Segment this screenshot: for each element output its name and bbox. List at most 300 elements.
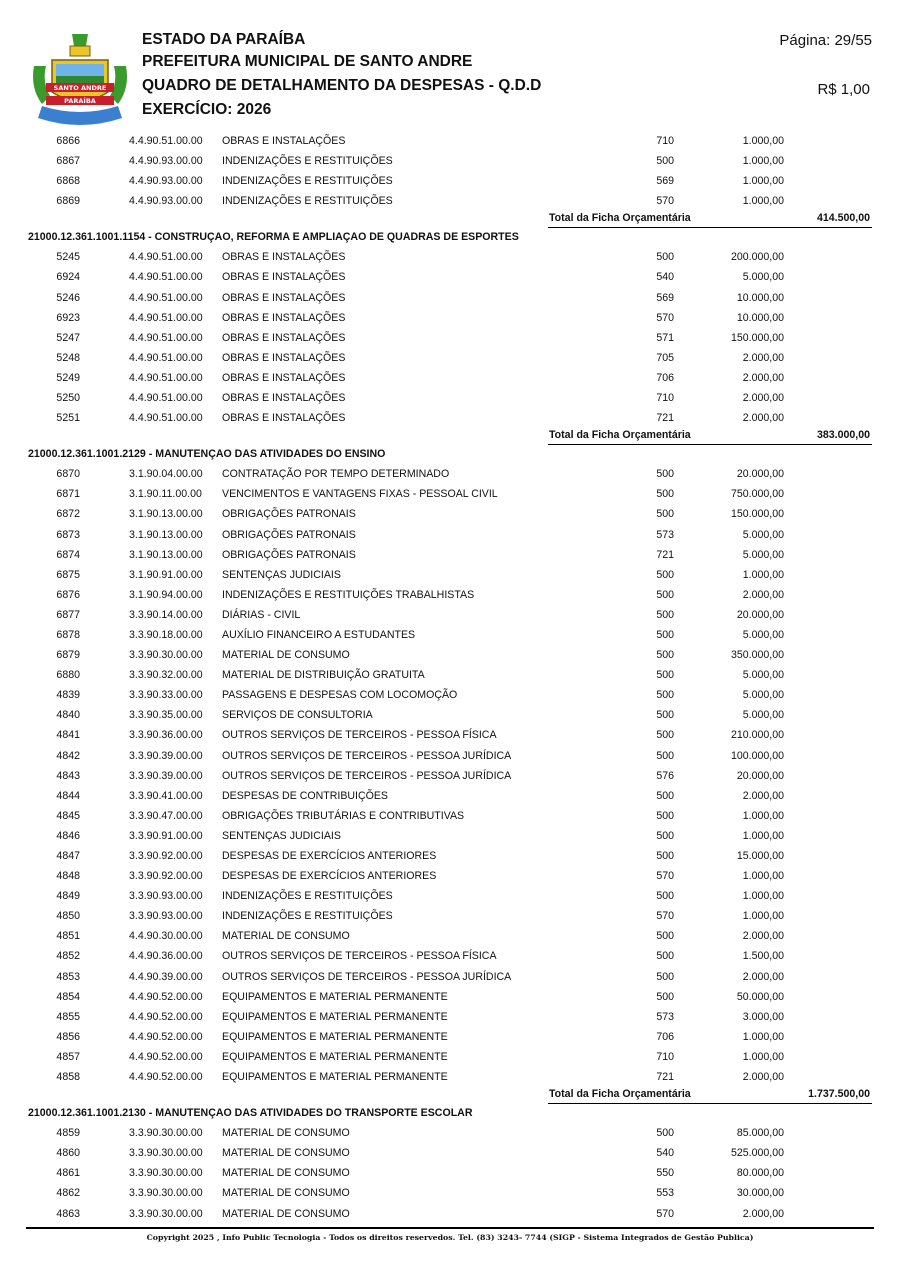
table-row: [0, 565, 900, 585]
expense-value: 5.000,00: [742, 628, 784, 641]
expense-value: 1.000,00: [742, 890, 784, 903]
expense-value: 10.000,00: [736, 311, 784, 324]
table-row: [0, 131, 900, 151]
expense-description: OBRAS E INSTALAÇÕES: [222, 135, 346, 147]
state-name: ESTADO DA PARAÍBA: [142, 31, 306, 48]
expense-code: 4.4.90.52.00.00: [129, 1030, 203, 1043]
expense-value: 80.000,00: [736, 1167, 784, 1180]
ficha-number: 4862: [56, 1187, 80, 1200]
resource-source: 500: [656, 508, 674, 521]
expense-description: MATERIAL DE CONSUMO: [222, 1147, 350, 1160]
expense-code: 4.4.90.39.00.00: [129, 970, 203, 983]
resource-source: 500: [656, 709, 674, 722]
expense-value: 50.000,00: [736, 990, 784, 1003]
resource-source: 573: [656, 528, 674, 541]
expense-value: 1.000,00: [742, 809, 784, 822]
resource-source: 500: [656, 251, 674, 264]
expense-description: MATERIAL DE DISTRIBUIÇÃO GRATUITA: [222, 669, 425, 682]
resource-source: 500: [656, 809, 674, 822]
ficha-total-value: 414.500,00: [816, 212, 870, 225]
expense-description: INDENIZAÇÕES E RESTITUIÇÕES: [222, 890, 393, 903]
expense-value: 15.000,00: [736, 850, 784, 862]
expense-description: EQUIPAMENTOS E MATERIAL PERMANENTE: [222, 1010, 448, 1023]
expense-description: OBRAS E INSTALAÇÕES: [222, 271, 346, 284]
table-row: [0, 645, 900, 665]
resource-source: 570: [656, 910, 674, 923]
ficha-number: 6879: [56, 649, 80, 662]
ficha-number: 4854: [56, 990, 80, 1003]
ficha-number: 4858: [56, 1071, 80, 1084]
expense-value: 10.000,00: [736, 291, 784, 304]
resource-source: 721: [656, 548, 674, 561]
table-row: [0, 685, 900, 705]
expense-code: 4.4.90.52.00.00: [129, 990, 203, 1003]
expense-code: 3.3.90.32.00.00: [129, 669, 203, 682]
expense-description: OBRAS E INSTALAÇÕES: [222, 351, 346, 364]
table-row: [0, 545, 900, 565]
expense-value: 1.000,00: [742, 568, 784, 581]
ficha-number: 4855: [56, 1010, 80, 1023]
expense-description: MATERIAL DE CONSUMO: [222, 1207, 350, 1220]
table-row: [0, 484, 900, 504]
expense-value: 2.000,00: [742, 412, 784, 425]
table-row: [0, 625, 900, 645]
ficha-number: 5249: [56, 371, 80, 384]
expense-value: 20.000,00: [736, 769, 784, 782]
ficha-total-row: [0, 428, 900, 445]
resource-source: 500: [656, 829, 674, 842]
expense-code: 3.3.90.30.00.00: [129, 1147, 203, 1160]
expense-description: MATERIAL DE CONSUMO: [222, 1167, 350, 1180]
expense-code: 3.3.90.93.00.00: [129, 910, 203, 923]
table-row: [0, 348, 900, 368]
expense-code: 4.4.90.52.00.00: [129, 1071, 203, 1084]
expense-description: OBRAS E INSTALAÇÕES: [222, 412, 346, 425]
resource-source: 500: [656, 155, 674, 168]
expense-code: 3.1.90.11.00.00: [129, 488, 202, 501]
table-row: [0, 328, 900, 348]
expense-code: 3.3.90.92.00.00: [129, 870, 203, 883]
expense-code: 4.4.90.51.00.00: [129, 291, 203, 304]
ficha-number: 4848: [56, 870, 80, 883]
resource-source: 570: [656, 870, 674, 883]
resource-source: 500: [656, 749, 674, 762]
expense-code: 3.3.90.36.00.00: [129, 729, 203, 742]
expense-description: OUTROS SERVIÇOS DE TERCEIROS - PESSOA FÍSICA: [222, 729, 497, 742]
table-row: [0, 906, 900, 926]
expense-code: 3.3.90.92.00.00: [129, 850, 203, 862]
expense-description: OBRAS E INSTALAÇÕES: [222, 291, 346, 304]
resource-source: 500: [656, 1127, 674, 1140]
expense-description: CONTRATAÇÃO POR TEMPO DETERMINADO: [222, 468, 450, 481]
expense-description: EQUIPAMENTOS E MATERIAL PERMANENTE: [222, 1071, 448, 1084]
expense-value: 200.000,00: [730, 251, 784, 264]
expense-description: OUTROS SERVIÇOS DE TERCEIROS - PESSOA JURÍDICA: [222, 970, 512, 983]
ficha-number: 6876: [56, 588, 80, 601]
resource-source: 500: [656, 689, 674, 702]
table-row: [0, 705, 900, 725]
table-row: [0, 806, 900, 826]
table-row: [0, 1067, 900, 1087]
table-row: [0, 987, 900, 1007]
resource-source: 500: [656, 890, 674, 903]
expense-description: OBRAS E INSTALAÇÕES: [222, 311, 346, 324]
ficha-number: 4844: [56, 789, 80, 802]
expense-code: 4.4.90.51.00.00: [129, 392, 203, 405]
ficha-number: 4860: [56, 1147, 80, 1160]
logo-text-top: SANTO ANDRE: [53, 84, 107, 92]
table-row: [0, 191, 900, 211]
expense-code: 4.4.90.93.00.00: [129, 175, 203, 188]
expense-description: MATERIAL DE CONSUMO: [222, 1187, 350, 1200]
expense-description: SENTENÇAS JUDICIAIS: [222, 568, 341, 581]
ficha-number: 6877: [56, 608, 80, 621]
resource-source: 540: [656, 271, 674, 284]
table-row: [0, 408, 900, 428]
ficha-number: 4839: [56, 689, 80, 702]
ficha-number: 4857: [56, 1050, 80, 1063]
table-row: [0, 1047, 900, 1067]
resource-source: 569: [656, 291, 674, 304]
expense-code: 3.1.90.13.00.00: [129, 508, 203, 521]
ficha-number: 5245: [56, 251, 80, 264]
expense-value: 1.000,00: [742, 870, 784, 883]
expense-code: 4.4.90.51.00.00: [129, 331, 203, 344]
expense-description: MATERIAL DE CONSUMO: [222, 930, 350, 943]
resource-source: 500: [656, 588, 674, 601]
expense-description: EQUIPAMENTOS E MATERIAL PERMANENTE: [222, 990, 448, 1003]
currency-unit: R$ 1,00: [817, 81, 870, 98]
expense-value: 150.000,00: [730, 508, 784, 521]
expense-value: 85.000,00: [736, 1127, 784, 1140]
ficha-number: 6880: [56, 669, 80, 682]
expense-code: 3.3.90.18.00.00: [129, 628, 203, 641]
ficha-number: 4863: [56, 1207, 80, 1220]
expense-description: OBRAS E INSTALAÇÕES: [222, 331, 346, 344]
resource-source: 500: [656, 789, 674, 802]
table-row: [0, 1143, 900, 1163]
expense-value: 1.000,00: [742, 135, 784, 147]
expense-description: AUXÍLIO FINANCEIRO A ESTUDANTES: [222, 628, 416, 641]
ficha-number: 4852: [56, 950, 80, 963]
ficha-number: 4856: [56, 1030, 80, 1043]
expense-value: 30.000,00: [736, 1187, 784, 1200]
expense-code: 3.3.90.91.00.00: [129, 829, 203, 842]
expense-value: 750.000,00: [730, 488, 784, 501]
table-row: [0, 288, 900, 308]
ficha-number: 6866: [56, 135, 80, 147]
ficha-number: 6874: [56, 548, 80, 561]
ficha-number: 5250: [56, 392, 80, 405]
expense-code: 3.3.90.39.00.00: [129, 769, 203, 782]
ficha-number: 6873: [56, 528, 80, 541]
expense-code: 4.4.90.51.00.00: [129, 351, 203, 364]
expense-code: 4.4.90.36.00.00: [129, 950, 203, 963]
resource-source: 500: [656, 568, 674, 581]
table-row: [0, 1123, 900, 1143]
table-row: [0, 766, 900, 786]
expense-code: 3.3.90.30.00.00: [129, 1187, 203, 1200]
ficha-number: 6870: [56, 468, 80, 481]
expense-value: 5.000,00: [742, 271, 784, 284]
expense-value: 2.000,00: [742, 392, 784, 405]
section-heading: [0, 1104, 900, 1123]
table-row: [0, 308, 900, 328]
exercicio-label: EXERCÍCIO: 2026: [142, 101, 272, 118]
resource-source: 706: [656, 371, 674, 384]
expense-description: OBRIGAÇÕES PATRONAIS: [222, 548, 356, 561]
expense-description: INDENIZAÇÕES E RESTITUIÇÕES: [222, 910, 393, 923]
expense-value: 525.000,00: [730, 1147, 784, 1160]
report-title: QUADRO DE DETALHAMENTO DA DESPESAS - Q.D.D: [142, 77, 542, 94]
table-row: [0, 525, 900, 545]
expense-description: MATERIAL DE CONSUMO: [222, 1127, 350, 1140]
resource-source: 500: [656, 468, 674, 481]
table-row: [0, 1007, 900, 1027]
resource-source: 576: [656, 769, 674, 782]
table-row: [0, 1204, 900, 1224]
expense-value: 20.000,00: [736, 608, 784, 621]
budget-table: [0, 131, 900, 1224]
ficha-number: 4842: [56, 749, 80, 762]
resource-source: 573: [656, 1010, 674, 1023]
expense-description: INDENIZAÇÕES E RESTITUIÇÕES: [222, 175, 393, 188]
municipal-coat-of-arms-logo: [28, 26, 132, 128]
expense-value: 2.000,00: [742, 1071, 784, 1084]
expense-description: DESPESAS DE CONTRIBUIÇÕES: [222, 789, 389, 802]
expense-code: 4.4.90.51.00.00: [129, 412, 203, 425]
table-row: [0, 368, 900, 388]
ficha-number: 4851: [56, 930, 80, 943]
expense-value: 20.000,00: [736, 468, 784, 481]
resource-source: 710: [656, 135, 674, 147]
expense-value: 5.000,00: [742, 709, 784, 722]
expense-description: DIÁRIAS - CIVIL: [222, 608, 301, 621]
ficha-number: 6872: [56, 508, 80, 521]
expense-code: 3.3.90.41.00.00: [129, 789, 203, 802]
resource-source: 710: [656, 392, 674, 405]
ficha-number: 6869: [56, 195, 80, 208]
ficha-number: 4840: [56, 709, 80, 722]
expense-description: OBRAS E INSTALAÇÕES: [222, 251, 346, 264]
resource-source: 500: [656, 950, 674, 963]
expense-value: 3.000,00: [742, 1010, 784, 1023]
expense-description: VENCIMENTOS E VANTAGENS FIXAS - PESSOAL CIVIL: [222, 488, 498, 501]
table-row: [0, 605, 900, 625]
expense-code: 4.4.90.52.00.00: [129, 1050, 203, 1063]
ficha-number: 6878: [56, 628, 80, 641]
section-title: 21000.12.361.1001.2129 - MANUTENÇAO DAS ATIVIDADES DO ENSINO: [28, 448, 386, 461]
table-row: [0, 388, 900, 408]
expense-code: 4.4.90.51.00.00: [129, 135, 203, 147]
ficha-number: 6923: [56, 311, 80, 324]
section-heading: [0, 445, 900, 464]
resource-source: 500: [656, 628, 674, 641]
ficha-total-label: Total da Ficha Orçamentária: [549, 1088, 691, 1101]
expense-value: 5.000,00: [742, 548, 784, 561]
table-row: [0, 826, 900, 846]
expense-description: PASSAGENS E DESPESAS COM LOCOMOÇÃO: [222, 689, 458, 702]
expense-value: 1.000,00: [742, 1050, 784, 1063]
ficha-number: 4849: [56, 890, 80, 903]
expense-value: 210.000,00: [730, 729, 784, 742]
expense-code: 4.4.90.52.00.00: [129, 1010, 203, 1023]
resource-source: 721: [656, 412, 674, 425]
expense-code: 4.4.90.51.00.00: [129, 371, 203, 384]
expense-value: 5.000,00: [742, 528, 784, 541]
expense-value: 2.000,00: [742, 930, 784, 943]
table-row: [0, 866, 900, 886]
expense-value: 2.000,00: [742, 1207, 784, 1220]
table-row: [0, 151, 900, 171]
table-row: [0, 1163, 900, 1183]
section-heading: [0, 228, 900, 247]
ficha-number: 6868: [56, 175, 80, 188]
expense-code: 4.4.90.30.00.00: [129, 930, 203, 943]
table-row: [0, 1027, 900, 1047]
expense-description: INDENIZAÇÕES E RESTITUIÇÕES TRABALHISTAS: [222, 588, 475, 601]
expense-code: 3.3.90.30.00.00: [129, 1127, 203, 1140]
expense-value: 100.000,00: [730, 749, 784, 762]
logo-text-bottom: PARAÍBA: [64, 97, 96, 105]
resource-source: 500: [656, 850, 674, 862]
resource-source: 706: [656, 1030, 674, 1043]
ficha-number: 6871: [56, 488, 80, 501]
expense-description: MATERIAL DE CONSUMO: [222, 649, 350, 662]
table-row: [0, 504, 900, 524]
expense-value: 2.000,00: [742, 588, 784, 601]
table-row: [0, 585, 900, 605]
expense-code: 3.3.90.30.00.00: [129, 1167, 203, 1180]
expense-value: 2.000,00: [742, 351, 784, 364]
expense-code: 3.3.90.33.00.00: [129, 689, 203, 702]
page-number: Página: 29/55: [779, 32, 872, 49]
expense-code: 3.3.90.47.00.00: [129, 809, 203, 822]
expense-description: DESPESAS DE EXERCÍCIOS ANTERIORES: [222, 850, 437, 862]
ficha-number: 6867: [56, 155, 80, 168]
expense-code: 4.4.90.51.00.00: [129, 271, 203, 284]
expense-description: OBRAS E INSTALAÇÕES: [222, 392, 346, 405]
expense-code: 3.3.90.30.00.00: [129, 649, 203, 662]
ficha-number: 4861: [56, 1167, 80, 1180]
expense-code: 3.3.90.30.00.00: [129, 1207, 203, 1220]
ficha-number: 6875: [56, 568, 80, 581]
table-row: [0, 926, 900, 946]
table-row: [0, 1183, 900, 1203]
resource-source: 500: [656, 669, 674, 682]
resource-source: 721: [656, 1071, 674, 1084]
table-row: [0, 665, 900, 685]
expense-description: EQUIPAMENTOS E MATERIAL PERMANENTE: [222, 1030, 448, 1043]
expense-code: 3.3.90.14.00.00: [129, 608, 203, 621]
expense-value: 1.500,00: [742, 950, 784, 963]
table-row: [0, 725, 900, 745]
ficha-number: 5248: [56, 351, 80, 364]
resource-source: 500: [656, 970, 674, 983]
expense-code: 3.1.90.13.00.00: [129, 548, 203, 561]
ficha-number: 5247: [56, 331, 80, 344]
resource-source: 500: [656, 649, 674, 662]
resource-source: 550: [656, 1167, 674, 1180]
expense-value: 1.000,00: [742, 910, 784, 923]
table-row: [0, 786, 900, 806]
ficha-number: 4847: [56, 850, 80, 862]
table-row: [0, 171, 900, 191]
ficha-number: 6924: [56, 271, 80, 284]
ficha-total-label: Total da Ficha Orçamentária: [549, 429, 691, 442]
expense-description: SENTENÇAS JUDICIAIS: [222, 829, 341, 842]
resource-source: 571: [656, 331, 674, 344]
section-title: 21000.12.361.1001.1154 - CONSTRUÇAO, REFORMA E AMPLIAÇAO DE QUADRAS DE ESPORTES: [28, 231, 519, 244]
expense-value: 1.000,00: [742, 829, 784, 842]
footer-divider: [26, 1227, 874, 1229]
ficha-total-row: [0, 211, 900, 228]
ficha-number: 4853: [56, 970, 80, 983]
report-header: [0, 0, 900, 130]
expense-code: 4.4.90.51.00.00: [129, 251, 203, 264]
expense-description: OUTROS SERVIÇOS DE TERCEIROS - PESSOA FÍSICA: [222, 950, 497, 963]
resource-source: 570: [656, 195, 674, 208]
expense-code: 4.4.90.51.00.00: [129, 311, 203, 324]
expense-value: 1.000,00: [742, 195, 784, 208]
expense-value: 350.000,00: [730, 649, 784, 662]
resource-source: 500: [656, 990, 674, 1003]
expense-description: OBRIGAÇÕES PATRONAIS: [222, 528, 356, 541]
expense-code: 3.3.90.35.00.00: [129, 709, 203, 722]
expense-description: OUTROS SERVIÇOS DE TERCEIROS - PESSOA JURÍDICA: [222, 749, 512, 762]
expense-value: 5.000,00: [742, 669, 784, 682]
expense-value: 1.000,00: [742, 1030, 784, 1043]
resource-source: 500: [656, 729, 674, 742]
ficha-number: 4843: [56, 769, 80, 782]
table-row: [0, 846, 900, 866]
resource-source: 705: [656, 351, 674, 364]
table-row: [0, 247, 900, 267]
table-row: [0, 967, 900, 987]
ficha-number: 4850: [56, 910, 80, 923]
ficha-number: 5246: [56, 291, 80, 304]
expense-description: OBRIGAÇÕES TRIBUTÁRIAS E CONTRIBUTIVAS: [222, 809, 465, 822]
expense-code: 3.1.90.04.00.00: [129, 468, 203, 481]
expense-value: 1.000,00: [742, 155, 784, 168]
table-row: [0, 267, 900, 287]
ficha-number: 4841: [56, 729, 80, 742]
expense-value: 5.000,00: [742, 689, 784, 702]
ficha-total-value: 383.000,00: [816, 429, 870, 442]
table-row: [0, 886, 900, 906]
resource-source: 570: [656, 311, 674, 324]
expense-description: OBRAS E INSTALAÇÕES: [222, 371, 346, 384]
section-title: 21000.12.361.1001.2130 - MANUTENÇAO DAS ATIVIDADES DO TRANSPORTE ESCOLAR: [28, 1107, 473, 1120]
ficha-total-value: 1.737.500,00: [808, 1088, 870, 1101]
resource-source: 500: [656, 488, 674, 501]
ficha-number: 5251: [56, 412, 80, 425]
expense-description: DESPESAS DE EXERCÍCIOS ANTERIORES: [222, 870, 437, 883]
resource-source: 500: [656, 608, 674, 621]
expense-value: 2.000,00: [742, 970, 784, 983]
ficha-total-row: [0, 1087, 900, 1104]
expense-description: INDENIZAÇÕES E RESTITUIÇÕES: [222, 155, 393, 168]
copyright-footer: Copyright 2025 , Info Public Tecnologia - Todos os direitos reservedos. Tel. (83) 3243- 7744 (SIGP - Sistema Integrados de Gestão Publica): [146, 1233, 754, 1242]
ficha-number: 4845: [56, 809, 80, 822]
table-row: [0, 946, 900, 966]
resource-source: 710: [656, 1050, 674, 1063]
expense-description: SERVIÇOS DE CONSULTORIA: [222, 709, 373, 722]
expense-value: 2.000,00: [742, 789, 784, 802]
table-row: [0, 464, 900, 484]
expense-code: 3.1.90.91.00.00: [129, 568, 203, 581]
expense-code: 3.1.90.94.00.00: [129, 588, 203, 601]
